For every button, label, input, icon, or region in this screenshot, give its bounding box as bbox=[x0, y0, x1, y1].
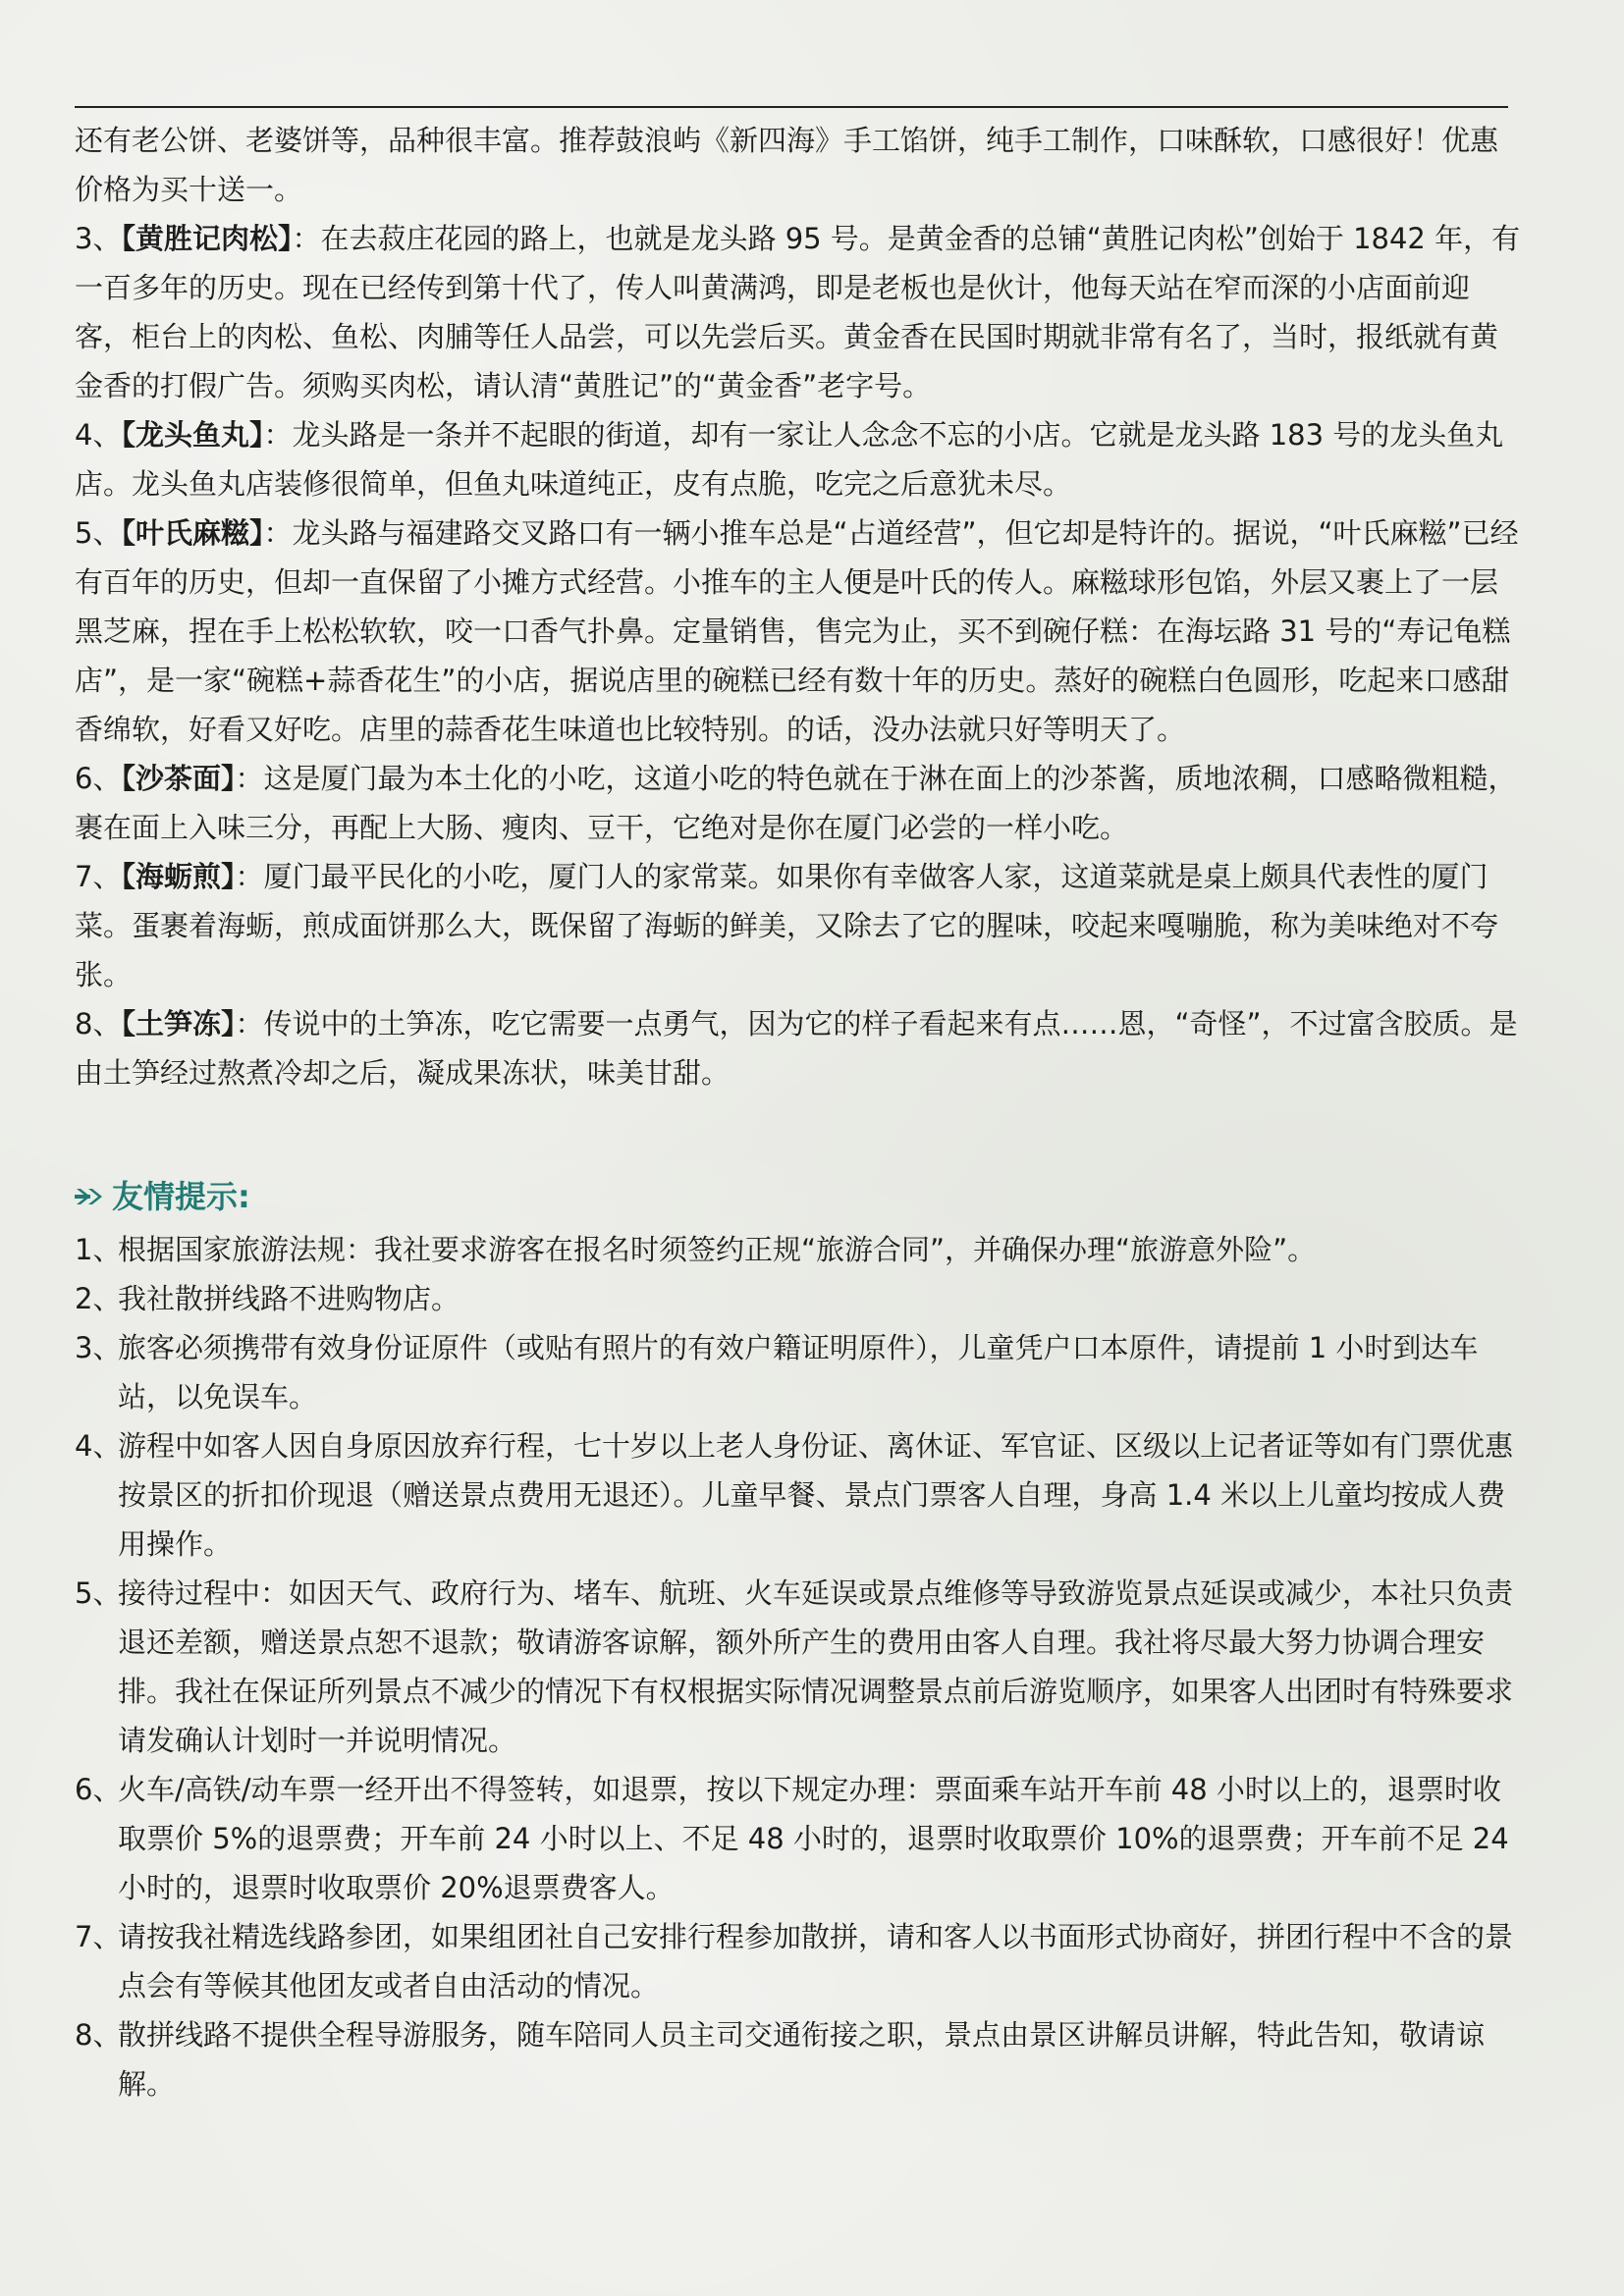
tip-num: 6、 bbox=[75, 1773, 122, 1806]
tip-item bbox=[75, 1569, 1526, 1765]
double-arrow-icon bbox=[75, 1185, 108, 1208]
continuation-paragraph: 还有老公饼、老婆饼等，品种很丰富。推荐鼓浪屿《新四海》手工馅饼，纯手工制作，口味酥软，口感很好！优惠价格为买十送一。 bbox=[75, 124, 1499, 206]
tips-title: 友情提示: bbox=[112, 1178, 250, 1215]
tip-num: 5、 bbox=[75, 1576, 122, 1610]
food-item-text: ：龙头路是一条并不起眼的街道，却有一家让人念念不忘的小店。它就是龙头路 183 号的龙头鱼丸店。龙头鱼丸店装修很简单，但鱼丸味道纯正，皮有点脆，吃完之后意犹未尽。 bbox=[75, 418, 1504, 501]
document-page bbox=[75, 106, 1526, 2109]
tip-item bbox=[75, 1274, 1526, 1323]
food-item-name: 【沙茶面】 bbox=[121, 762, 236, 795]
food-item-text: ：龙头路与福建路交叉路口有一辆小推车总是“占道经营”，但它却是特许的。据说，“叶氏麻糍”已经有百年的历史，但却一直保留了小摊方式经营。小推车的主人便是叶氏的传人。麻糍球形包馅，外层又裹上了一层黑芝麻，捏在手上松松软软，咬一口香气扑鼻。定量销售，售完为止，买不到碗仔糕：在海坛路 31 号的“寿记龟糕店”，是一家“碗糕+蒜香花生”的小店，据说店里的碗糕已经有数十年的历史。蒸好的碗糕白色圆形，吃起来口感甜香绵软，好看又好吃。店里的蒜香花生味道也比较特别。的话，没办法就只好等明天了。 bbox=[75, 516, 1519, 746]
food-item-text: ：传说中的土笋冻，吃它需要一点勇气，因为它的样子看起来有点……恩，“奇怪”，不过富含胶质。是由土笋经过熬煮冷却之后，凝成果冻状，味美甘甜。 bbox=[75, 1007, 1518, 1090]
tip-text: 我社散拼线路不进购物店。 bbox=[118, 1282, 460, 1315]
tip-text: 散拼线路不提供全程导游服务，随车陪同人员主司交通衔接之职，景点由景区讲解员讲解，特此告知，敬请谅解。 bbox=[118, 2018, 1486, 2101]
food-item bbox=[75, 999, 1526, 1097]
food-item bbox=[75, 852, 1526, 999]
tip-text: 根据国家旅游法规：我社要求游客在报名时须签约正规“旅游合同”，并确保办理“旅游意外险”。 bbox=[118, 1233, 1317, 1266]
food-item-name: 【土笋冻】 bbox=[121, 1007, 236, 1041]
tip-num: 7、 bbox=[75, 1920, 122, 1953]
food-item-num: 5、 bbox=[75, 516, 122, 550]
food-item-num: 7、 bbox=[75, 860, 122, 893]
food-item bbox=[75, 754, 1526, 852]
tip-num: 3、 bbox=[75, 1331, 122, 1364]
food-item-name: 【海蛎煎】 bbox=[121, 860, 236, 893]
tip-text: 旅客必须携带有效身份证原件（或贴有照片的有效户籍证明原件），儿童凭户口本原件，请提前 1 小时到达车站，以免误车。 bbox=[118, 1331, 1479, 1414]
tip-text: 请按我社精选线路参团，如果组团社自己安排行程参加散拼，请和客人以书面形式协商好，拼团行程中不含的景点会有等候其他团友或者自由活动的情况。 bbox=[118, 1920, 1514, 2002]
tip-num: 4、 bbox=[75, 1429, 122, 1463]
tips-heading bbox=[75, 1170, 1526, 1223]
tip-item bbox=[75, 1912, 1526, 2010]
tip-text: 接待过程中：如因天气、政府行为、堵车、航班、火车延误或景点维修等导致游览景点延误或减少，本社只负责退还差额，赠送景点恕不退款；敬请游客谅解，额外所产生的费用由客人自理。我社将尽最大努力协调合理安排。我社在保证所列景点不减少的情况下有权根据实际情况调整景点前后游览顺序，如果客人出团时有特殊要求请发确认计划时一并说明情况。 bbox=[118, 1576, 1514, 1757]
food-item-num: 3、 bbox=[75, 222, 122, 255]
tip-text: 游程中如客人因自身原因放弃行程，七十岁以上老人身份证、离休证、军官证、区级以上记者证等如有门票优惠按景区的折扣价现退（赠送景点费用无退还）。儿童早餐、景点门票客人自理，身高 1.4 米以上儿童均按成人费用操作。 bbox=[118, 1429, 1514, 1561]
food-item bbox=[75, 508, 1526, 754]
tip-item bbox=[75, 1421, 1526, 1569]
food-item-num: 6、 bbox=[75, 762, 122, 795]
food-item-text: ：厦门最平民化的小吃，厦门人的家常菜。如果你有幸做客人家，这道菜就是桌上颇具代表性的厦门菜。蛋裹着海蛎，煎成面饼那么大，既保留了海蛎的鲜美，又除去了它的腥味，咬起来嘎嘣脆，称为美味绝对不夸张。 bbox=[75, 860, 1499, 991]
tip-item bbox=[75, 1765, 1526, 1912]
tip-num: 1、 bbox=[75, 1233, 122, 1266]
tip-item bbox=[75, 1225, 1526, 1274]
food-item bbox=[75, 410, 1526, 508]
food-item-name: 【龙头鱼丸】 bbox=[121, 418, 264, 452]
food-item-num: 4、 bbox=[75, 418, 122, 452]
tip-text: 火车/高铁/动车票一经开出不得签转，如退票，按以下规定办理：票面乘车站开车前 48 小时以上的，退票时收取票价 5%的退票费；开车前 24 小时以上、不足 48 小时的，退票时收取票价 10%的退票费；开车前不足 24 小时的，退票时收取票价 20%退票费客人。 bbox=[118, 1773, 1509, 1904]
section-gap bbox=[75, 1097, 1526, 1162]
food-item-num: 8、 bbox=[75, 1007, 122, 1041]
tip-item bbox=[75, 1323, 1526, 1421]
tip-num: 2、 bbox=[75, 1282, 122, 1315]
food-item-text: ：这是厦门最为本土化的小吃，这道小吃的特色就在于淋在面上的沙茶酱，质地浓稠，口感略微粗糙，裹在面上入味三分，再配上大肠、瘦肉、豆干，它绝对是你在厦门必尝的一样小吃。 bbox=[75, 762, 1517, 844]
top-rule bbox=[75, 106, 1508, 108]
food-item-name: 【黄胜记肉松】 bbox=[121, 222, 293, 255]
tip-item bbox=[75, 2010, 1526, 2109]
tip-num: 8、 bbox=[75, 2018, 122, 2052]
food-item bbox=[75, 214, 1526, 410]
food-list bbox=[75, 214, 1526, 1097]
tips-list bbox=[75, 1225, 1526, 2109]
food-item-name: 【叶氏麻糍】 bbox=[121, 516, 264, 550]
food-item-text: ：在去菽庄花园的路上，也就是龙头路 95 号。是黄金香的总铺“黄胜记肉松”创始于 1842 年，有一百多年的历史。现在已经传到第十代了，传人叫黄满鸿，即是老板也是伙计，他每天站在窄而深的小店面前迎客，柜台上的肉松、鱼松、肉脯等任人品尝，可以先尝后买。黄金香在民国时期就非常有名了，当时，报纸就有黄金香的打假广告。须购买肉松，请认清“黄胜记”的“黄金香”老字号。 bbox=[75, 222, 1521, 402]
